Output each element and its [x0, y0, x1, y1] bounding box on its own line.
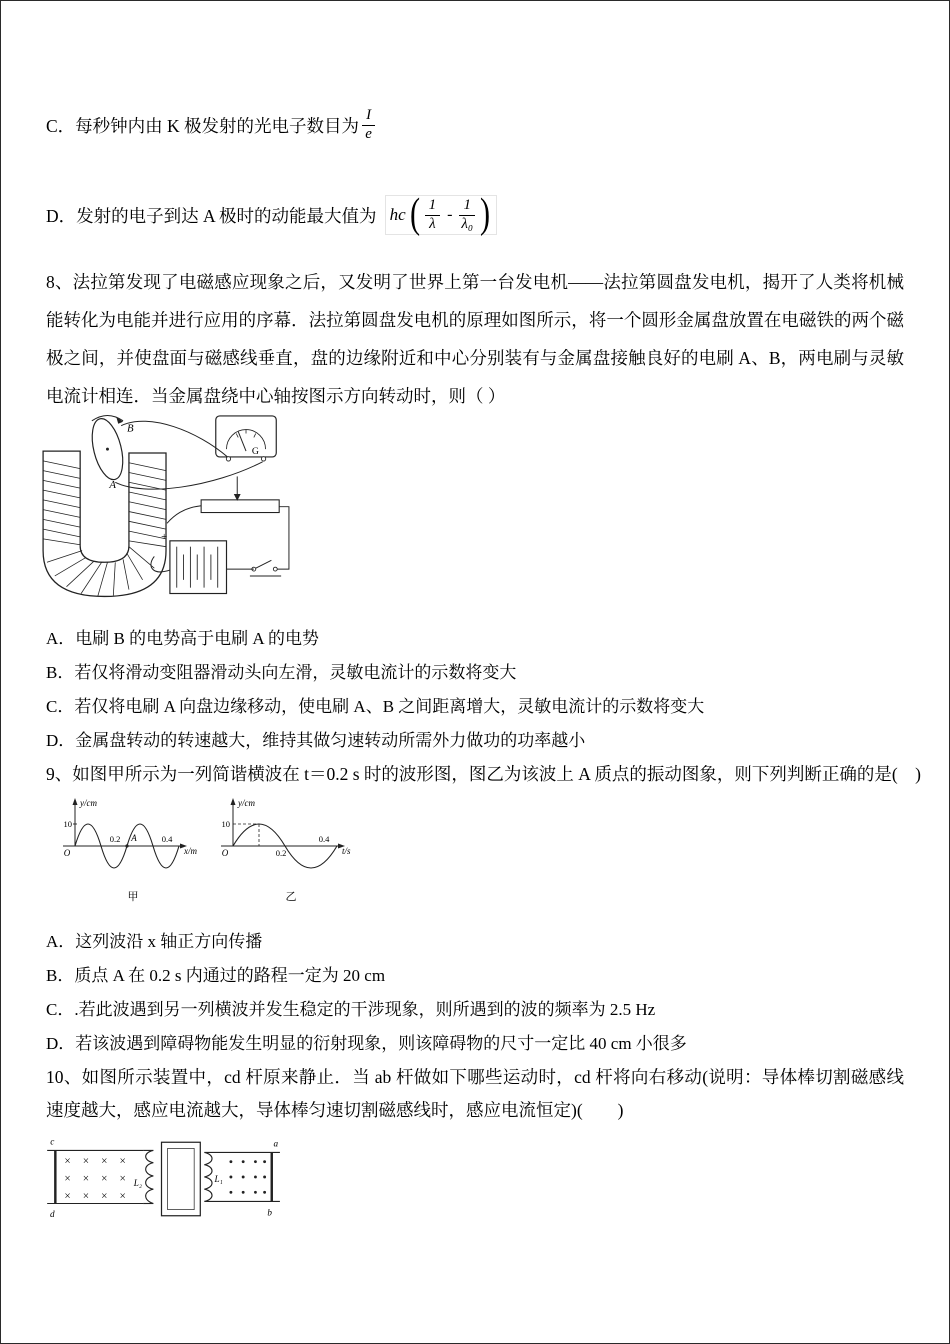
q9-figure-wave-graphs [53, 796, 353, 908]
svg-text:×: × [82, 1173, 90, 1186]
label-a: a [273, 1138, 279, 1149]
field-out-of-page-symbols [229, 1160, 266, 1193]
coil-l2-icon [143, 1150, 153, 1203]
q9-option-d: D．若该波遇到障碍物能发生明显的衍射现象，则该障碍物的尺寸一定比 40 cm 小很多 [46, 1034, 687, 1053]
svg-text:×: × [82, 1155, 90, 1168]
q10-figure-induction-setup [39, 1134, 284, 1224]
field-into-page-symbols [64, 1156, 125, 1203]
coil-l2-label: L₂ [133, 1178, 143, 1189]
x-axis-label: x/m [184, 846, 197, 856]
particle-a-label: A [131, 833, 137, 843]
fraction-denominator: e [365, 125, 372, 142]
label-b: b [267, 1207, 273, 1218]
fraction-1-over-lambda0: $\frac{1}{\text{λ₀}}$ [461, 196, 474, 232]
origin-label: O [221, 848, 229, 858]
q9-option-b: B．质点 A 在 0.2 s 内通过的路程一定为 20 cm [46, 966, 386, 985]
x-tick-04: 0.4 [161, 834, 173, 844]
label-c: c [50, 1136, 55, 1147]
q9-option-a: A．这列波沿 x 轴正方向传播 [46, 932, 263, 951]
q8-stem: 8、法拉第发现了电磁感应现象之后，又发明了世界上第一台发电机——法拉第圆盘发电机，揭开了人类将机械能转化为电能并进行应用的序幕．法拉第圆盘发电机的原理如图所示，将一个圆形金属盘放置在电磁铁的两个磁极之间，并使盘面与磁感线垂直，盘的边缘附近和中心分别装有与金属盘接触良好的电刷 A、B，两电刷与灵敏电流计相连．当金属盘绕中心轴按图示方向转动时，则（ ） [46, 272, 904, 406]
particle-a-point [125, 844, 128, 847]
q9-stem: 9、如图甲所示为一列简谐横波在 t＝0.2 s 时的波形图，图乙为该波上 A 质点的振动图象，则下列判断正确的是( ) [46, 764, 921, 784]
fraction-1-over-lambda: $\frac{1}{\lambda}$ [425, 198, 441, 233]
svg-text:×: × [119, 1190, 126, 1203]
fraction-I-over-e [362, 108, 375, 143]
vibration-graph [221, 798, 351, 903]
fraction-numerator: I [362, 108, 375, 126]
left-paren: ( [409, 191, 420, 238]
y-axis-label: y/cm [80, 798, 97, 808]
q9-option-c: C．.若此波遇到另一列横波并发生稳定的干涉现象，则所遇到的波的频率为 2.5 Hz [46, 1000, 656, 1019]
battery-plus-label: + [161, 530, 168, 543]
brush-a-label: A [109, 479, 116, 492]
origin-label: O [63, 848, 71, 858]
coil-l1-label: L₁ [214, 1174, 223, 1185]
switch-icon [250, 560, 281, 576]
y-tick-10: 10 [63, 819, 72, 829]
svg-text:×: × [64, 1190, 71, 1203]
minus-sign: - [447, 206, 453, 223]
photoelectric-option-d [46, 189, 497, 241]
q8-options [46, 622, 704, 758]
iron-core-icon [162, 1142, 201, 1216]
t-tick-04: 0.4 [318, 834, 330, 844]
q8-option-a: A．电刷 B 的电势高于电刷 A 的电势 [46, 629, 319, 648]
svg-text:×: × [82, 1190, 90, 1203]
t-axis-label: t/s [342, 846, 351, 856]
q8-figure-faraday-disk [37, 414, 296, 614]
rheostat-icon [201, 476, 279, 512]
svg-text:×: × [101, 1155, 108, 1168]
svg-text:×: × [119, 1173, 126, 1186]
option-d-text: D．发射的电子到达 A 极时的动能最大值为 [46, 205, 377, 226]
photoelectric-option-c [46, 101, 378, 149]
q9-options [46, 925, 687, 1061]
x-tick-02: 0.2 [109, 834, 121, 844]
waveform-graph [63, 798, 197, 903]
svg-text:×: × [64, 1173, 71, 1186]
right-paren: ) [479, 191, 490, 238]
q8-option-c: C．若仅将电刷 A 向盘边缘移动，使电刷 A、B 之间距离增大，灵敏电流计的示数将变大 [46, 697, 705, 716]
caption-jia: 甲 [127, 891, 139, 903]
caption-yi: 乙 [285, 891, 297, 903]
energy-formula [385, 191, 497, 238]
coil-l1-icon [204, 1152, 212, 1201]
q8-option-d: D．金属盘转动的转速越大，维持其做匀速转动所需外力做功的功率越小 [46, 731, 586, 750]
svg-text:×: × [101, 1173, 108, 1186]
q8-option-b: B．若仅将滑动变阻器滑动头向左滑，灵敏电流计的示数将变大 [46, 663, 517, 682]
svg-text:×: × [64, 1155, 71, 1168]
y-axis-label: y/cm [238, 798, 255, 808]
battery-icon [161, 531, 226, 594]
q10-stem: 10、如图所示装置中，cd 杆原来静止．当 ab 杆做如下哪些运动时，cd 杆将向右移动(说明：导体棒切割磁感线速度越大，感应电流越大，导体棒匀速切割磁感线时，感应电流恒定)( ) [46, 1067, 904, 1120]
t-tick-02: 0.2 [275, 848, 287, 858]
svg-text:×: × [119, 1155, 126, 1168]
option-c-text: C．每秒钟内由 K 极发射的光电子数目为 [46, 115, 360, 136]
left-rails [47, 1150, 143, 1203]
svg-text:×: × [101, 1190, 108, 1203]
y-tick-10: 10 [221, 819, 230, 829]
galvanometer-label: G [251, 446, 259, 457]
label-d: d [49, 1208, 55, 1219]
formula-coefficient: hc [389, 205, 406, 224]
brush-b-label: B [126, 422, 134, 435]
